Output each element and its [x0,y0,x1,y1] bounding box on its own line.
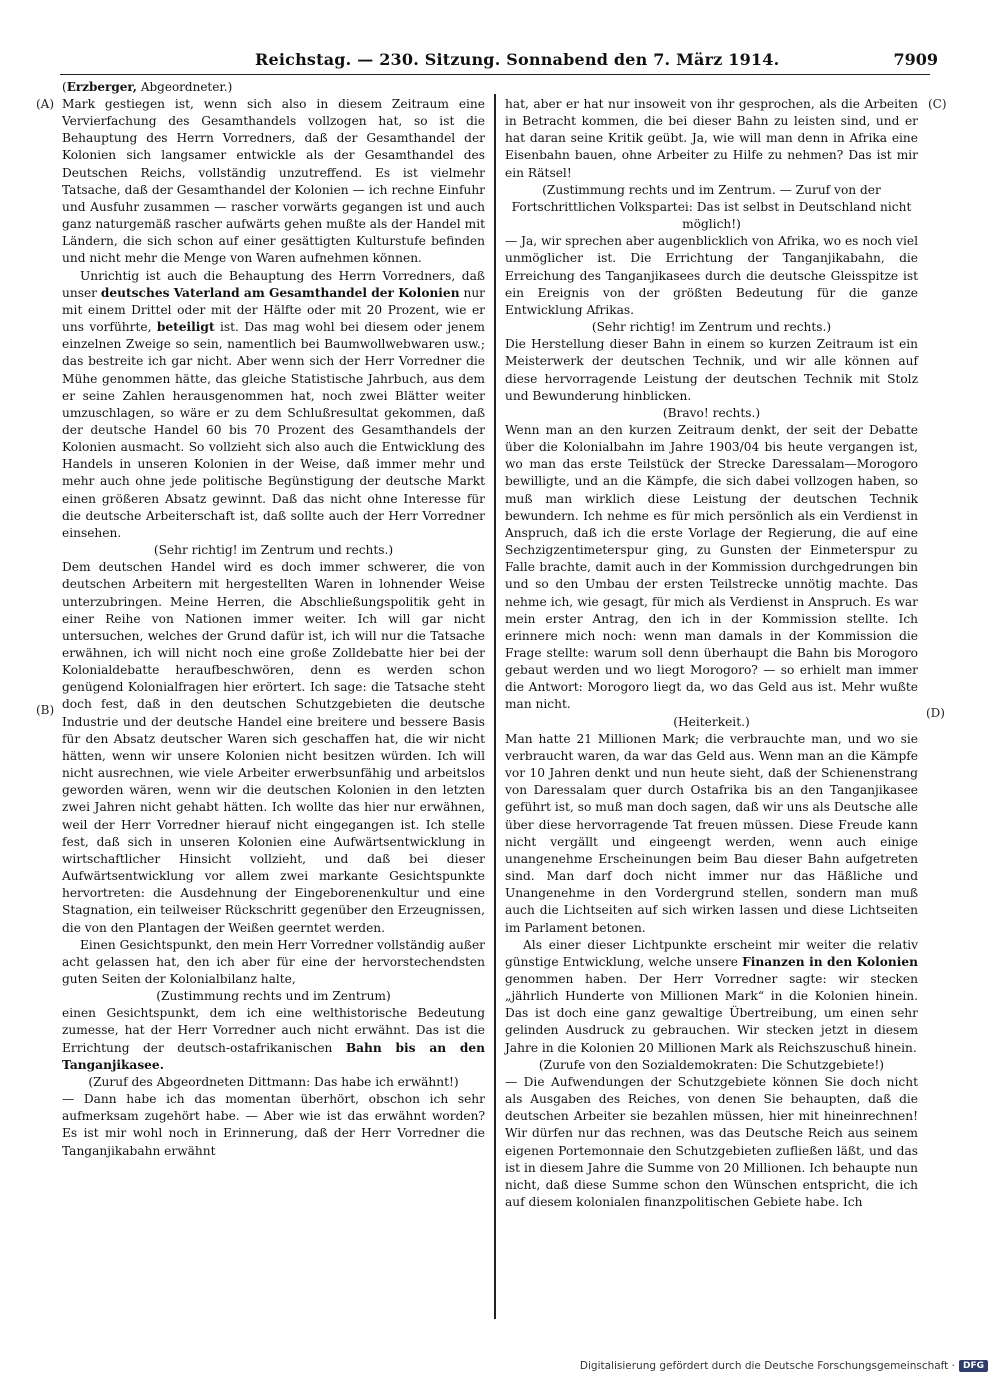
paragraph: Einen Gesichtspunkt, den mein Herr Vorredner vollständig außer acht gelassen hat, den ich aber für eine der hervorstechendsten guten Seiten der Kolonialbilanz halte, [62,937,485,986]
digitization-credit [580,1360,988,1372]
dfg-logo: DFG [959,1360,988,1372]
interjection: (Sehr richtig! im Zentrum und rechts.) [591,320,832,335]
interjection: (Zustimmung rechts und im Zentrum) [156,989,391,1004]
text-run: ist. Das mag wohl bei diesem oder jenem einzelnen Zweige so sein, namentlich bei Baumwollwebwaren usw.; das bestreite ich gar nicht. Aber wenn sich der Herr Vorredner die Mühe genommen hätte, das gleiche Statistische Jahrbuch, aus dem er seine Zahlen herausgenommen hat, noch zwei Blätter weiter umzuschlagen, so wäre er zu dem Schlußresultat gekommen, daß der deutsche Handel 60 bis 70 Prozent des Gesamthandels der Kolonien ausmacht. So vollzieht sich also auch die Entwicklung des Handels in unseren Kolonien in der Weise, daß immer mehr und mehr auch ohne jede politische Begünstigung der deutsche Markt einen größeren Absatz gewinnt. Daß das nicht ohne Interesse für die deutsche Arbeiterschaft ist, daß sollte auch der Herr Vorredner einsehen. [62,320,485,540]
paragraph: Dem deutschen Handel wird es doch immer schwerer, die von deutschen Arbeitern mit hergestellten Waren in lohnender Weise unterzubringen. Meine Herren, die Abschließungspolitik geht in einer Reihe von Nationen immer weiter. Ich will gar nicht untersuchen, welches der Grund dafür ist, ich will nur die Tatsache erwähnen, ich will nicht noch eine große Zolldebatte hier bei der Kolonialdebatte heraufbeschwören, denn es werden schon genügend Kolonialfragen hier erörtert. Ich sage: die Tatsache steht doch fest, daß in den deutschen Schutzgebieten die deutsche Industrie und der deutsche Handel eine breitere und bessere Basis für den Absatz deutscher Waren sich geschaffen hat, die wir nicht hätten, wenn wir unsere Kolonien nicht besitzen würden. Ich will nicht ausrechnen, wie viele Arbeiter erwerbsunfähig und arbeitslos geworden wären, wenn wir die deutschen Kolonien in den letzten zwei Jahren nicht gehabt hätten. Ich wollte das hier nur erwähnen, weil der Herr Vorredner hierauf nicht eingegangen ist. Ich stelle fest, daß sich in unseren Kolonien eine Aufwärtsentwicklung in wirtschaftlicher Hinsicht vollzieht, und daß bei dieser Aufwärtsentwicklung vor allem zwei markante Gesichtspunkte hervortreten: die Ausdehnung der Eingeborenenkultur und eine Stagnation, ein teilweiser Rückschritt gegenüber den Erzeugnissen, die von den Plantagen der Weißen geerntet werden. [62,560,485,935]
speaker-line [62,80,232,94]
emphasis-text: Bahn bis an den Tanganjikasee. [62,1040,486,1072]
page-header [60,48,938,75]
emphasis-text: Finanzen in den Kolonien [742,954,918,969]
left-column [62,96,485,1160]
interjection: (Zurufe von den Sozialdemokraten: Die Schutzgebiete!) [538,1057,885,1072]
paragraph: — Ja, wir sprechen aber augenblicklich von Afrika, wo es noch viel unmöglicher ist. Die Errichtung der Tanganjikabahn, die Erreichung des Tanganjikasees durch die deutsche Gleisspitze ist ein Ereignis von der größten Bedeutung für die ganze Entwicklung Afrikas. [505,234,918,317]
interjection: (Zustimmung rechts und im Zentrum. — Zuruf von der Fortschrittlichen Volkspartei: Das ist selbst in Deutschland nicht möglich!) [511,182,912,232]
speaker-name: Erzberger, [66,80,137,94]
text-run: Als einer dieser Lichtpunkte erscheint mir weiter die relativ günstige Entwicklung, welche unsere [505,937,918,969]
credit-text: Digitalisierung gefördert durch die Deutsche Forschungsgemeinschaft · [579,1360,955,1372]
emphasis-text: deutsches Vaterland am Gesamthandel der Kolonien [100,285,460,300]
speaker-open-paren: ( [62,80,67,94]
paragraph: Mark gestiegen ist, wenn sich also in diesem Zeitraum eine Vervierfachung des Gesamthandels vollzogen hat, so ist die Behauptung des Herrn Vorredners, daß der Gesamthandel der Kolonien sich langsamer entwickle als der Gesamthandel des Deutschen Reichs, vollständig unzutreffend. Es ist vielmehr Tatsache, daß der Gesamthandel der Kolonien — ich rechne Einfuhr und Ausfuhr zusammen — rascher vorwärts gegangen ist und auch ganz naturgemäß rascher aufwärts gehen mußte als der Handel mit Ländern, die sich schon auf einer gesättigten Kulturstufe befinden und nicht mehr die Menge von Waren aufnehmen können. [62,97,485,266]
right-column [505,96,918,1211]
interjection: (Sehr richtig! im Zentrum und rechts.) [153,543,394,558]
paragraph [62,1005,485,1074]
page-number: 7909 [893,50,938,69]
margin-marker-a: (A) [36,97,55,111]
interjection: (Heiterkeit.) [673,714,750,729]
text-run: einen Gesichtspunkt, dem ich eine welthistorische Bedeutung zumesse, hat der Herr Vorredner auch nicht erwähnt. Das ist die Errichtung der deutsch-ostafrikanischen [62,1006,485,1055]
text-run: Unrichtig ist auch die Behauptung des Herrn Vorredners, daß unser [62,268,485,300]
interjection: (Bravo! rechts.) [662,405,761,420]
paragraph [505,937,918,1057]
paragraph [62,268,485,543]
text-run: genommen haben. Der Herr Vorredner sagte: wir stecken „jährlich Hunderte von Millionen Mark“ in die Kolonien hinein. Das ist doch eine ganz gewaltige Übertreibung, um einen sehr gelinden Ausdruck zu gebrauchen. Wir stecken jetzt in diesem Jahre in die Kolonien 20 Millionen Mark als Reichszuschuß hinein. [505,971,918,1055]
text-run: nur mit einem Drittel oder mit der Hälfte oder mit 20 Prozent, wie er uns vorführte, [62,285,485,335]
margin-marker-b: (B) [36,703,55,717]
paragraph: Man hatte 21 Millionen Mark; die verbrauchte man, und wo sie verbraucht waren, da war das Geld aus. Wenn man an die Kämpfe vor 10 Jahren denkt und nun heute sieht, daß der Schienenstrang von Daressalam quer durch Ostafrika bis an den Tanganjikasee geführt ist, so muß man doch sagen, daß wir uns als Deutsche alle über diese hervorragende Tat freuen müssen. Diese Freude kann nicht vergällt und eingeengt werden, wenn auch einige unangenehme Erscheinungen beim Bau dieser Bahn aufgetreten sind. Man darf doch nicht immer nur das Häßliche und Unangenehme in den Vordergrund stellen, sondern man muß auch die Lichtseiten auf sich wirken lassen und diese Lichtseiten im Parlament betonen. [505,731,918,935]
paragraph: — Die Aufwendungen der Schutzgebiete können Sie doch nicht als Ausgaben des Reiches, von denen Sie behaupten, daß die deutschen Arbeiter sie bezahlen müssen, hier mit hineinrechnen! Wir dürfen nur das rechnen, was das Deutsche Reich aus seinem eigenen Portemonnaie den Schutzgebieten zufließen läßt, und das ist in diesem Jahre die Summe von 20 Millionen. Ich behaupte nun nicht, daß diese Summe schon den Wünschen entspricht, die ich auf diesem kolonialen finanzpolitischen Gebiete habe. Ich [505,1074,918,1209]
header-title: Reichstag. — 230. Sitzung. Sonnabend den 7. März 1914. [255,50,780,69]
paragraph: hat, aber er hat nur insoweit von ihr gesprochen, als die Arbeiten in Betracht kommen, die bei dieser Bahn zu leisten sind, und er hat daran seine Kritik geübt. Ja, wie will man denn in Afrika eine Eisenbahn bauen, ohne Arbeiter zu Hilfe zu nehmen? Das ist mir ein Rätsel! [505,97,918,180]
paragraph: Die Herstellung dieser Bahn in einem so kurzen Zeitraum ist ein Meisterwerk der deutschen Technik, und wir alle können auf diese hervorragende Leistung der deutschen Technik mit Stolz und Bewunderung hinblicken. [505,337,918,403]
paragraph: Wenn man an den kurzen Zeitraum denkt, der seit der Debatte über die Kolonialbahn im Jahre 1903/04 bis heute vergangen ist, wo man das erste Teilstück der Strecke Daressalam—Morogoro bewilligte, und an die Kämpfe, die sich dabei vollzogen haben, so muß man wirklich diese Leistung der deutschen Technik bewundern. Ich nehme es für mich persönlich als ein Verdienst in Anspruch, daß ich die erste Vorlage der Regierung, die auf eine Sechzigzentimeterspur ging, zu Gunsten der Einmeterspur zu Falle brachte, damit auch in der Kommission durchgedrungen bin und so den Umbau der ersten Teilstrecke unnötig machte. Das nehme ich, wie gesagt, für mich als Verdienst in Anspruch. Es war mein erster Antrag, den ich in der Kommission stellte. Ich erinnere mich noch: wenn man damals in der Kommission die Frage stellte: warum soll denn überhaupt die Bahn bis Morogoro gebaut werden und wo liegt Morogoro? — so erhielt man immer die Antwort: Morogoro liegt da, wo das Geld aus ist. Mehr wußte man nicht. [505,422,918,712]
interjection: (Zuruf des Abgeordneten Dittmann: Das habe ich erwähnt!) [88,1074,459,1089]
margin-marker-d: (D) [926,706,945,720]
paragraph: — Dann habe ich das momentan überhört, obschon ich sehr aufmerksam zugehört habe. — Aber wie ist das erwähnt worden? Es ist mir wohl noch in Erinnerung, daß der Herr Vorredner die Tanganjikabahn erwähnt [62,1092,485,1158]
speaker-role: Abgeordneter.) [140,80,233,94]
column-divider [494,94,496,1319]
emphasis-text: beteiligt [156,320,215,335]
margin-marker-c: (C) [928,97,947,111]
